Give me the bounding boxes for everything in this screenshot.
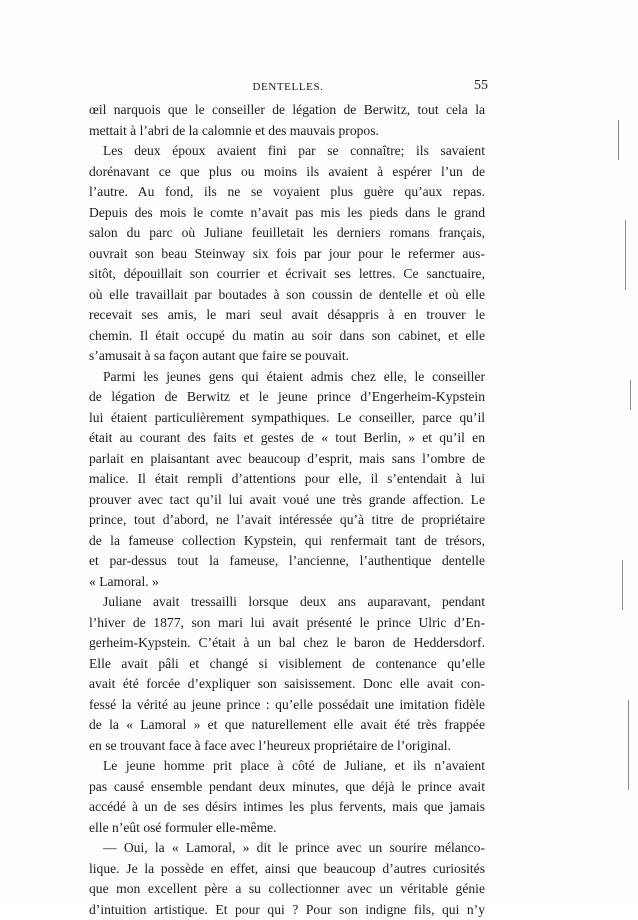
text-line: elle n’eût osé formuler elle-même. [89, 818, 485, 839]
scan-artifact [618, 120, 619, 160]
text-line: en se trouvant face à face avec l’heureux propriétaire de l’original. [89, 736, 485, 757]
text-line: chemin. Il était occupé du matin au soir dans son cabinet, et elle [89, 326, 485, 347]
text-line: « Lamoral. » [89, 572, 485, 593]
text-line: où elle travaillait par boutades à son coussin de dentelle et où elle [89, 285, 485, 306]
text-line: sitôt, dépouillait son courrier et écrivait ses lettres. Ce sanctuaire, [89, 264, 485, 285]
text-line: était au courant des faits et gestes de « tout Berlin, » et qu’il en [89, 428, 485, 449]
text-line: de la fameuse collection Kypstein, qui renfermait tant de trésors, [89, 531, 485, 552]
text-line: prouver avec tact qu’il lui avait voué une très grande affection. Le [89, 490, 485, 511]
text-line: d’intuition artistique. Et pour qui ? Pour son indigne fils, qui n’y [89, 900, 485, 920]
scan-artifact [625, 220, 626, 290]
text-line: gerheim-Kypstein. C’était à un bal chez le baron de Heddersdorf. [89, 633, 485, 654]
paragraph-start-line: Le jeune homme prit place à côté de Juliane, et ils n’avaient [89, 756, 485, 777]
text-line: accédé à un de ses désirs intimes les plus fervents, mais que jamais [89, 797, 485, 818]
text-line: salon du parc où Juliane feuilletait les derniers romans français, [89, 223, 485, 244]
page-number: 55 [474, 78, 488, 94]
text-line: Elle avait pâli et changé si visiblement de contenance qu’elle [89, 654, 485, 675]
paragraph-start-line: Parmi les jeunes gens qui étaient admis chez elle, le conseiller [89, 367, 485, 388]
body-text [89, 100, 485, 920]
text-line: malice. Il était rempli d’attentions pour elle, il s’entendait à lui [89, 469, 485, 490]
text-line: recevait ses amis, le mari seul avait désappris à en trouver le [89, 305, 485, 326]
running-title: DENTELLES. [88, 81, 488, 93]
text-line: s’amusait à sa façon autant que faire se pouvait. [89, 346, 485, 367]
text-line: Depuis des mois le comte n’avait pas mis les pieds dans le grand [89, 203, 485, 224]
scan-artifact [628, 700, 629, 790]
scan-artifact [630, 380, 631, 410]
text-line: parlait en plaisantant avec beaucoup d’esprit, mais sans l’ombre de [89, 449, 485, 470]
text-line: avait été forcée d’expliquer son saisissement. Donc elle avait con- [89, 674, 485, 695]
text-line: prince, tout d’abord, ne l’avait intéressée qu’à titre de propriétaire [89, 510, 485, 531]
paragraph-start-line: — Oui, la « Lamoral, » dit le prince avec un sourire mélanco- [89, 838, 485, 859]
running-head [88, 78, 488, 96]
text-line: fessé la vérité au jeune prince : qu’elle possédait une imitation fidèle [89, 695, 485, 716]
text-line: pas causé ensemble pendant deux minutes, que déjà le prince avait [89, 777, 485, 798]
text-line: ouvrait son beau Steinway six fois par jour pour le refermer aus- [89, 244, 485, 265]
text-line: dorénavant ce que plus ou moins ils avaient à espérer l’un de [89, 162, 485, 183]
scan-artifact [622, 560, 623, 610]
text-line: lique. Je la possède en effet, ainsi que beaucoup d’autres curiosités [89, 859, 485, 880]
text-line: que mon excellent père a su collectionner avec un véritable génie [89, 879, 485, 900]
text-line: lui étaient particulièrement sympathiques. Le conseiller, parce qu’il [89, 408, 485, 429]
text-line: œil narquois que le conseiller de légation de Berwitz, tout cela la [89, 100, 485, 121]
text-line: et par-dessus tout la fameuse, l’ancienne, l’authentique dentelle [89, 551, 485, 572]
text-line: de la « Lamoral » et que naturellement elle avait été très frappée [89, 715, 485, 736]
text-line: l’hiver de 1877, son mari lui avait présenté le prince Ulric d’En- [89, 613, 485, 634]
text-line: de légation de Berwitz et le jeune prince d’Engerheim-Kypstein [89, 387, 485, 408]
text-line: l’autre. Au fond, ils ne se voyaient plus guère qu’aux repas. [89, 182, 485, 203]
paragraph-start-line: Juliane avait tressailli lorsque deux ans auparavant, pendant [89, 592, 485, 613]
paragraph-start-line: Les deux époux avaient fini par se connaître; ils savaient [89, 141, 485, 162]
text-line: mettait à l’abri de la calomnie et des mauvais propos. [89, 121, 485, 142]
